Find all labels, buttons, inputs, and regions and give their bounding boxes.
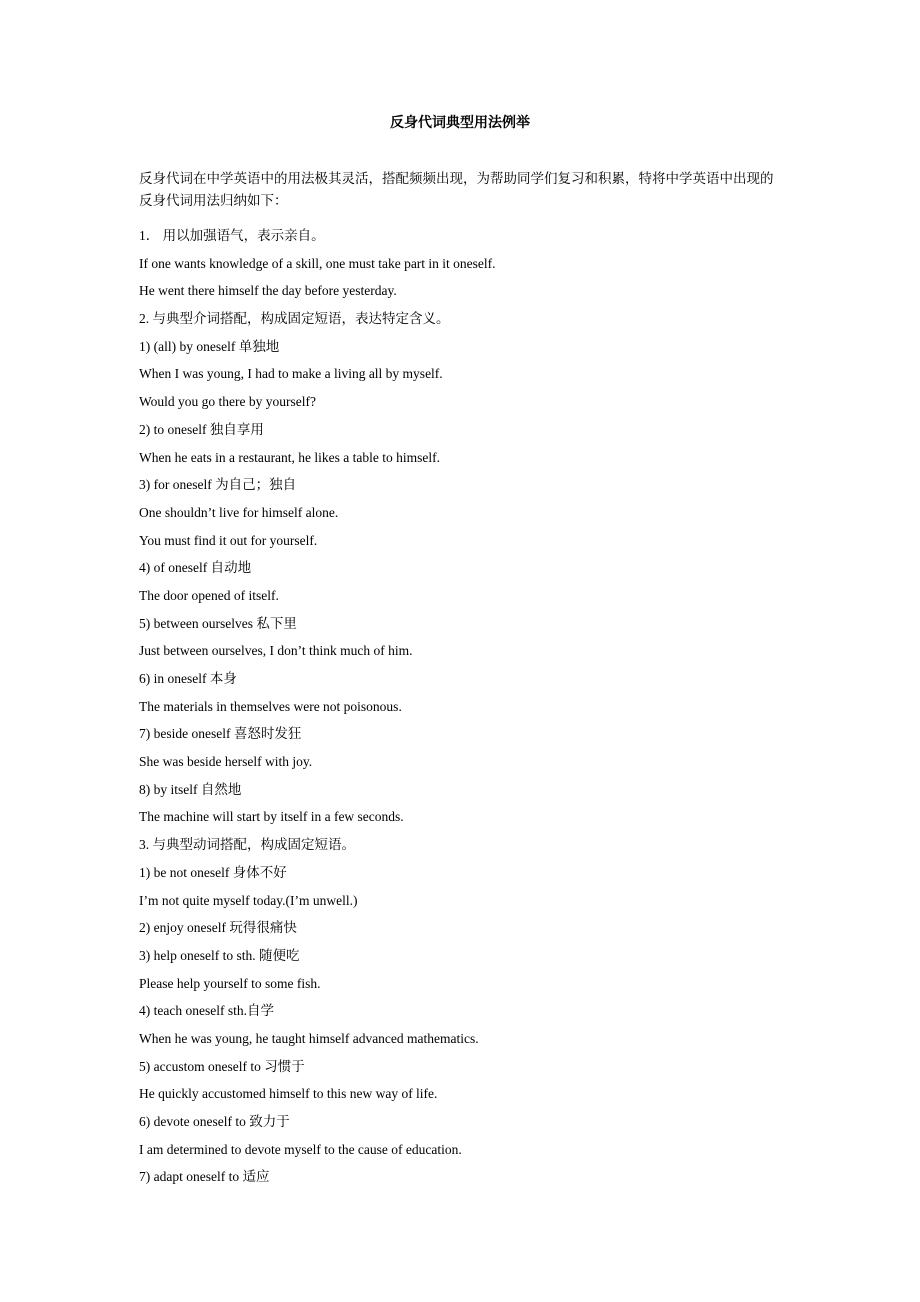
content-lines xyxy=(139,226,785,1195)
text-line: When he was young, he taught himself advanced mathematics. xyxy=(139,1030,479,1046)
text-line: 4) teach oneself sth.自学 xyxy=(139,1003,274,1019)
text-line: 1． 用以加强语气，表示亲自。 xyxy=(139,228,325,243)
text-line: 1) be not oneself 身体不好 xyxy=(139,864,287,880)
text-line: 6) in oneself 本身 xyxy=(139,671,237,686)
text-line: You must find it out for yourself. xyxy=(139,532,318,548)
text-line: One shouldn’t live for himself alone. xyxy=(139,504,339,520)
text-line: 7) beside oneself 喜怒时发狂 xyxy=(139,726,302,742)
text-line: I am determined to devote myself to the cause of education. xyxy=(139,1141,462,1157)
text-line: 2) to oneself 独自享用 xyxy=(139,421,264,437)
text-line: Would you go there by yourself? xyxy=(139,394,316,410)
document-title: 反身代词典型用法例举 xyxy=(390,116,530,131)
text-line: 8) by itself 自然地 xyxy=(139,781,242,797)
text-line: The machine will start by itself in a few seconds. xyxy=(139,809,404,825)
text-line: 6) devote oneself to 致力于 xyxy=(139,1114,290,1129)
text-line: He went there himself the day before yesterday. xyxy=(139,283,397,299)
text-line: 3) for oneself 为自己；独自 xyxy=(139,477,297,493)
text-line: When he eats in a restaurant, he likes a table to himself. xyxy=(139,449,441,465)
text-line: The materials in themselves were not poisonous. xyxy=(139,698,402,714)
text-line: If one wants knowledge of a skill, one must take part in it oneself. xyxy=(139,255,496,271)
text-line: She was beside herself with joy. xyxy=(139,754,313,770)
text-line: 5) between ourselves 私下里 xyxy=(139,615,297,631)
text-line: The door opened of itself. xyxy=(139,587,279,603)
text-line: 7) adapt oneself to 适应 xyxy=(139,1169,270,1185)
intro-paragraph: 反身代词在中学英语中的用法极其灵活，搭配频频出现，为帮助同学们复习和积累，特将中学英语中出现的反身代词用法归纳如下： xyxy=(139,171,774,208)
text-line: He quickly accustomed himself to this new way of life. xyxy=(139,1086,438,1102)
text-line: Just between ourselves, I don’t think much of him. xyxy=(139,643,413,659)
text-line: Please help yourself to some fish. xyxy=(139,975,321,991)
text-line: 4) of oneself 自动地 xyxy=(139,560,252,576)
text-line: I’m not quite myself today.(I’m unwell.) xyxy=(139,892,358,908)
text-line: 5) accustom oneself to 习惯于 xyxy=(139,1058,305,1074)
text-line: 3) help oneself to sth. 随便吃 xyxy=(139,947,300,963)
text-line: 2. 与典型介词搭配，构成固定短语，表达特定含义。 xyxy=(139,311,450,327)
text-line: 3. 与典型动词搭配，构成固定短语。 xyxy=(139,837,355,853)
text-line: 1) (all) by oneself 单独地 xyxy=(139,338,280,354)
text-line: When I was young, I had to make a living all by myself. xyxy=(139,366,443,382)
text-line: 2) enjoy oneself 玩得很痛快 xyxy=(139,920,297,936)
